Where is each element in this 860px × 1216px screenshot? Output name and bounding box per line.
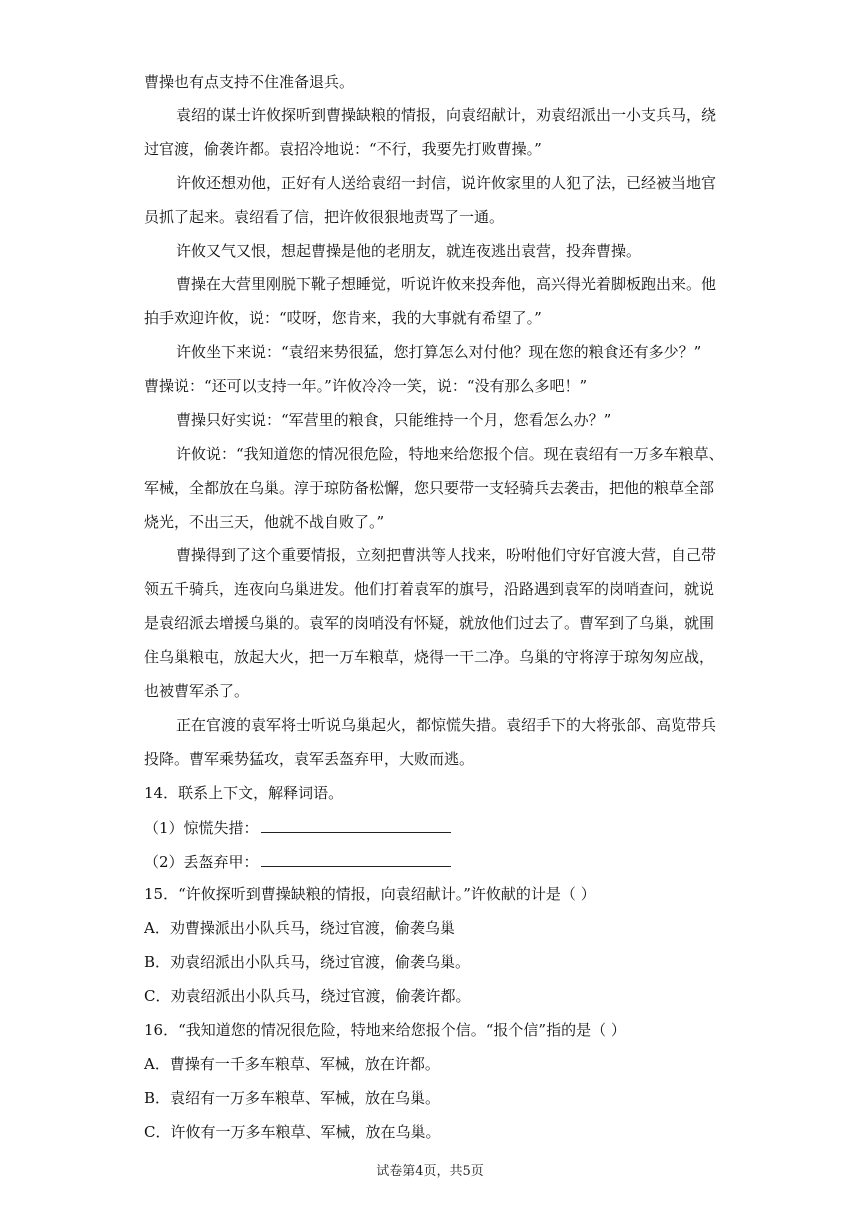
question-15-option-a[interactable]: A．劝曹操派出小队兵马，绕过官渡，偷袭乌巢	[144, 919, 455, 937]
question-14-item-2	[0, 850, 860, 873]
passage-line: 员抓了起来。袁绍看了信，把许攸很狠地责骂了一通。	[144, 208, 505, 226]
passage-line: 曹操得到了这个重要情报，立刻把曹洪等人找来，吩咐他们守好官渡大营，自己带	[176, 546, 717, 564]
question-15-option-c[interactable]: C．劝袁绍派出小队兵马，绕过官渡，偷袭许都。	[144, 987, 471, 1005]
passage-line: 军械，全都放在乌巢。淳于琼防备松懈，您只要带一支轻骑兵去袭击，把他的粮草全部	[144, 479, 715, 497]
question-14-item-1-label: （1）惊慌失措：	[144, 819, 259, 837]
question-16-option-b[interactable]: B．袁绍有一万多车粮草、军械，放在乌巢。	[144, 1089, 441, 1107]
question-14-item-2-label: （2）丢盔弃甲：	[144, 853, 259, 871]
passage-line: 正在官渡的袁军将士听说乌巢起火，都惊慌失措。袁绍手下的大将张郃、高览带兵	[176, 716, 717, 734]
question-14-stem: 14．联系上下文，解释词语。	[144, 784, 344, 802]
passage-line: 曹操在大营里刚脱下靴子想睡觉，听说许攸来投奔他，高兴得光着脚板跑出来。他	[176, 275, 717, 293]
passage-line: 烧光，不出三天，他就不战自败了。”	[144, 513, 385, 531]
passage-line: 许攸还想劝他，正好有人送给袁绍一封信，说许攸家里的人犯了法，已经被当地官	[176, 174, 717, 192]
passage-line: 过官渡，偷袭许都。袁招冷地说：“不行，我要先打败曹操。”	[144, 140, 542, 158]
question-15-option-b[interactable]: B．劝袁绍派出小队兵马，绕过官渡，偷袭乌巢。	[144, 953, 471, 971]
answer-blank-1[interactable]	[261, 816, 451, 833]
question-14-item-1	[0, 816, 860, 839]
passage-line: 袁绍的谋士许攸探听到曹操缺粮的情报，向袁绍献计，劝袁绍派出一小支兵马，绕	[176, 106, 717, 124]
passage-line: 投降。曹军乘势猛攻，袁军丢盔弃甲，大败而逃。	[144, 750, 475, 768]
passage-line: 领五千骑兵，连夜向乌巢进发。他们打着袁军的旗号，沿路遇到袁军的岗哨查问，就说	[144, 580, 715, 598]
passage-line: 许攸又气又恨，想起曹操是他的老朋友，就连夜逃出袁营，投奔曹操。	[176, 242, 642, 260]
passage-line: 拍手欢迎许攸，说：“哎呀，您肯来，我的大事就有希望了。”	[144, 309, 542, 327]
question-16-option-a[interactable]: A．曹操有一千多车粮草、军械，放在许都。	[144, 1055, 440, 1073]
page-footer: 试卷第4页，共5页	[376, 1164, 484, 1179]
answer-blank-2[interactable]	[261, 850, 451, 867]
question-15-stem: 15．“许攸探听到曹操缺粮的情报，向袁绍献计。”许攸献的计是（ ）	[144, 885, 596, 903]
passage-line: 许攸说：“我知道您的情况很危险，特地来给您报个信。现在袁绍有一万多车粮草、	[176, 445, 724, 463]
question-16-option-c[interactable]: C．许攸有一万多车粮草、军械，放在乌巢。	[144, 1123, 441, 1141]
passage-line: 许攸坐下来说：“袁绍来势很猛，您打算怎么对付他？现在您的粮食还有多少？”	[176, 343, 702, 361]
passage-line: 是袁绍派去增援乌巢的。袁军的岗哨没有怀疑，就放他们过去了。曹军到了乌巢，就围	[144, 614, 715, 632]
passage-line: 曹操只好实说：“军营里的粮食，只能维持一个月，您看怎么办？”	[176, 411, 612, 429]
passage-line: 住乌巢粮屯，放起大火，把一万车粮草，烧得一干二净。乌巢的守将淳于琼匆匆应战，	[144, 648, 715, 666]
passage-line: 也被曹军杀了。	[144, 682, 250, 700]
passage-line: 曹操也有点支持不住准备退兵。	[144, 73, 355, 91]
passage-line: 曹操说：“还可以支持一年。”许攸冷冷一笑，说：“没有那么多吧！”	[144, 377, 588, 395]
question-16-stem: 16．“我知道您的情况很危险，特地来给您报个信。“报个信”指的是（ ）	[144, 1021, 626, 1039]
